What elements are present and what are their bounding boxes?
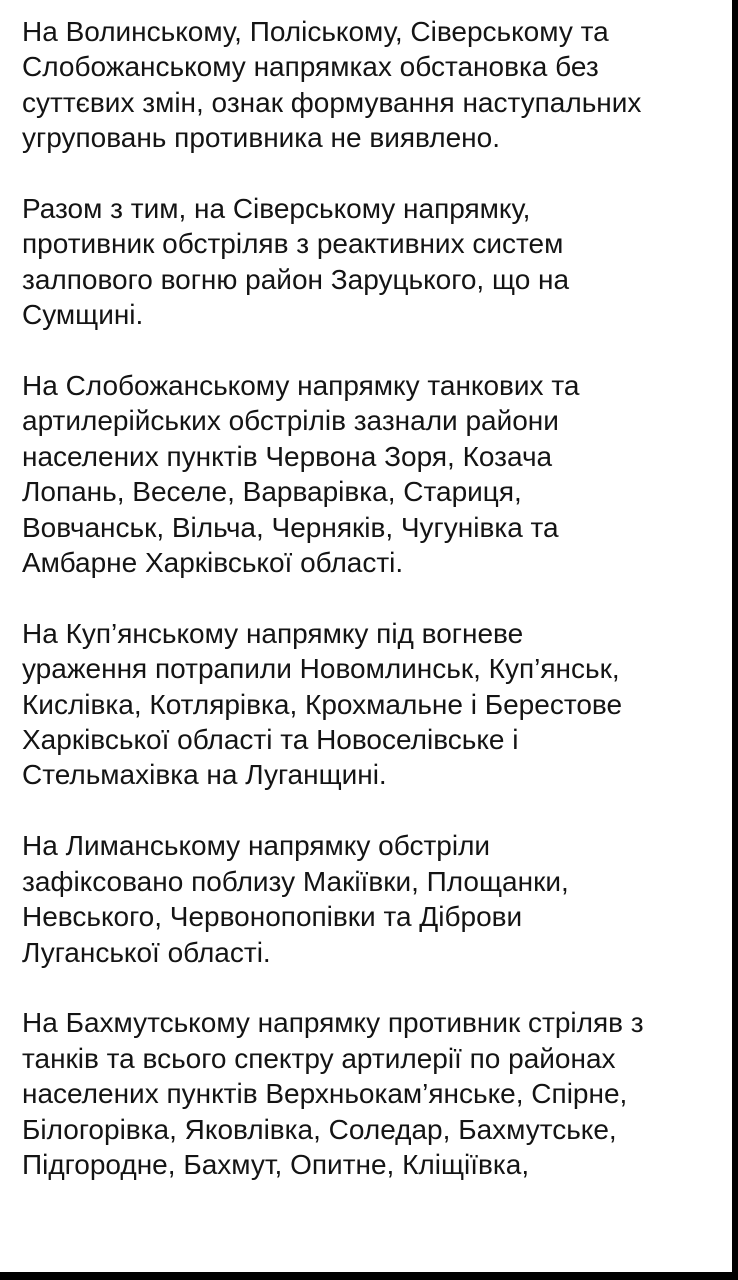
text-line: артилерійських обстрілів зазнали райони <box>22 405 559 437</box>
text-line: На Бахмутському напрямку противник стріляв з <box>22 1007 644 1039</box>
paragraph <box>22 1005 722 1182</box>
text-line: Слобожанському напрямках обстановка без <box>22 51 599 83</box>
text-line: На Куп’янському напрямку під вогневе <box>22 617 524 649</box>
text-line: населених пунктів Червона Зоря, Козача <box>22 440 553 472</box>
paragraph <box>22 616 722 793</box>
paragraph <box>22 828 722 970</box>
text-line: На Волинському, Поліському, Сіверському та <box>22 16 609 47</box>
text-line: Сумщині. <box>22 299 144 331</box>
text-line: Білогорівка, Яковлівка, Соледар, Бахмутське, <box>22 1113 617 1145</box>
message-text <box>22 14 722 1218</box>
paragraph <box>22 368 722 580</box>
text-line: суттєвих змін, ознак формування наступальних <box>22 86 642 118</box>
text-line: Лопань, Веселе, Варварівка, Стариця, <box>22 476 522 508</box>
text-line: залпового вогню район Заруцького, що на <box>22 263 570 295</box>
text-line: Невського, Червонопопівки та Діброви <box>22 901 523 933</box>
text-line: На Слобожанському напрямку танкових та <box>22 370 580 402</box>
text-line: Вовчанськ, Вільча, Черняків, Чугунівка та <box>22 511 559 543</box>
text-line: танків та всього спектру артилерії по районах <box>22 1042 616 1074</box>
text-line: Луганської області. <box>22 936 271 968</box>
text-line: Стельмахівка на Луганщині. <box>22 759 387 791</box>
text-line: угруповань противника не виявлено. <box>22 122 500 154</box>
paragraph <box>22 14 722 156</box>
text-line: Амбарне Харківської області. <box>22 547 404 579</box>
text-line: зафіксовано поблизу Макіївки, Площанки, <box>22 865 569 897</box>
text-line: Разом з тим, на Сіверському напрямку, <box>22 193 531 225</box>
text-line: Кислівка, Котлярівка, Крохмальне і Берестове <box>22 688 623 720</box>
text-line: На Лиманському напрямку обстріли <box>22 830 491 862</box>
text-line: противник обстріляв з реактивних систем <box>22 228 564 260</box>
text-line: Харківської області та Новоселівське і <box>22 724 519 756</box>
paragraph <box>22 191 722 333</box>
text-line: Підгородне, Бахмут, Опитне, Кліщіївка, <box>22 1148 530 1180</box>
text-line: населених пунктів Верхньокам’янське, Спірне, <box>22 1078 628 1110</box>
text-line: ураження потрапили Новомлинськ, Куп’янськ, <box>22 653 620 685</box>
